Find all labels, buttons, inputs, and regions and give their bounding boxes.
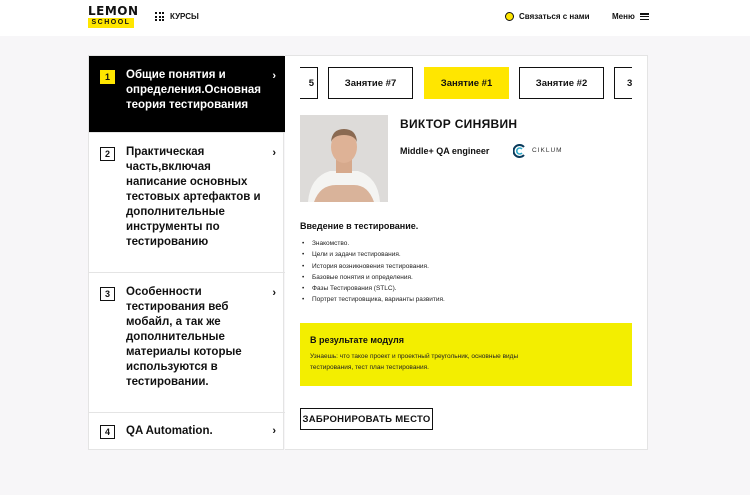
list-item: • Цели и задачи тестирования.: [300, 249, 445, 260]
chevron-right-icon: ›: [272, 70, 276, 82]
contact-us-button[interactable]: [505, 12, 590, 21]
courses-menu-button[interactable]: [155, 12, 199, 21]
module-item-2[interactable]: [89, 133, 285, 273]
menu-label: Меню: [612, 12, 635, 21]
module-item-3[interactable]: [89, 273, 285, 413]
module-title: Общие понятия и определения.Основная теория тестирования: [126, 69, 261, 111]
company-name: CIKLUM: [532, 147, 563, 154]
contact-label: Связаться с нами: [519, 12, 590, 21]
lesson-tab-label: Занятие #7: [344, 77, 397, 89]
list-item: • Знакомство.: [300, 238, 445, 249]
list-item: • История возникновения тестирования.: [300, 261, 445, 272]
lesson-tab-next[interactable]: [614, 67, 632, 99]
module-item-1[interactable]: [89, 56, 285, 133]
courses-label: КУРСЫ: [170, 12, 199, 21]
module-number: 3: [100, 287, 115, 301]
book-place-button[interactable]: ЗАБРОНИРОВАТЬ МЕСТО: [300, 408, 433, 430]
lesson-tab-2[interactable]: [519, 67, 604, 99]
topic-list: [300, 238, 445, 306]
logo-text-top: LEMON: [88, 4, 139, 18]
hamburger-icon: [640, 13, 649, 20]
module-number: 2: [100, 147, 115, 161]
result-title: В результате модуля: [310, 335, 405, 345]
lesson-tab-label: Занятие #1: [440, 77, 493, 89]
site-header: [0, 0, 750, 36]
menu-button[interactable]: [612, 12, 649, 21]
grid-icon: [155, 12, 164, 21]
list-item: • Базовые понятия и определения.: [300, 272, 445, 283]
lesson-tab-label: 5: [308, 77, 314, 89]
chat-icon: [505, 12, 514, 21]
teacher-name: ВИКТОР СИНЯВИН: [400, 117, 518, 131]
module-item-4[interactable]: [89, 413, 285, 450]
lesson-tab-1[interactable]: [424, 67, 509, 99]
lesson-tabs: [300, 67, 632, 100]
lesson-tab-7[interactable]: [328, 67, 413, 99]
ciklum-icon: [513, 144, 527, 158]
logo-text-bottom: SCHOOL: [88, 18, 134, 28]
list-item: • Портрет тестировщика, варианты развития.: [300, 294, 445, 305]
module-title: Особенности тестирования веб мобайл, а так же дополнительные материалы которые используются в тестировании.: [126, 286, 242, 388]
chevron-right-icon: ›: [272, 147, 276, 159]
chevron-right-icon: ›: [272, 287, 276, 299]
company-logo: [504, 138, 572, 163]
module-number: 4: [100, 425, 115, 439]
module-result-box: [300, 323, 632, 386]
lesson-tab-label: 3: [627, 77, 632, 89]
result-text: Узнаешь: что такое проект и проектный треугольник, основные виды тестирования, тест план тестирования.: [310, 353, 519, 371]
teacher-photo: [300, 115, 388, 202]
teacher-role: Middle+ QA engineer: [400, 146, 490, 156]
list-item: • Фазы Тестирования (STLC).: [300, 283, 445, 294]
lemon-school-logo[interactable]: [88, 4, 139, 28]
intro-title: Введение в тестирование.: [300, 221, 419, 231]
module-list: [88, 55, 284, 450]
lesson-tab-prev[interactable]: [300, 67, 318, 99]
module-number: 1: [100, 70, 115, 84]
lesson-tab-label: Занятие #2: [535, 77, 588, 89]
module-title: QA Automation.: [126, 425, 213, 437]
chevron-right-icon: ›: [272, 425, 276, 437]
module-title: Практическая часть,включая написание основных тестовых артефактов и дополнительные инструменты по тестированию: [126, 146, 261, 248]
